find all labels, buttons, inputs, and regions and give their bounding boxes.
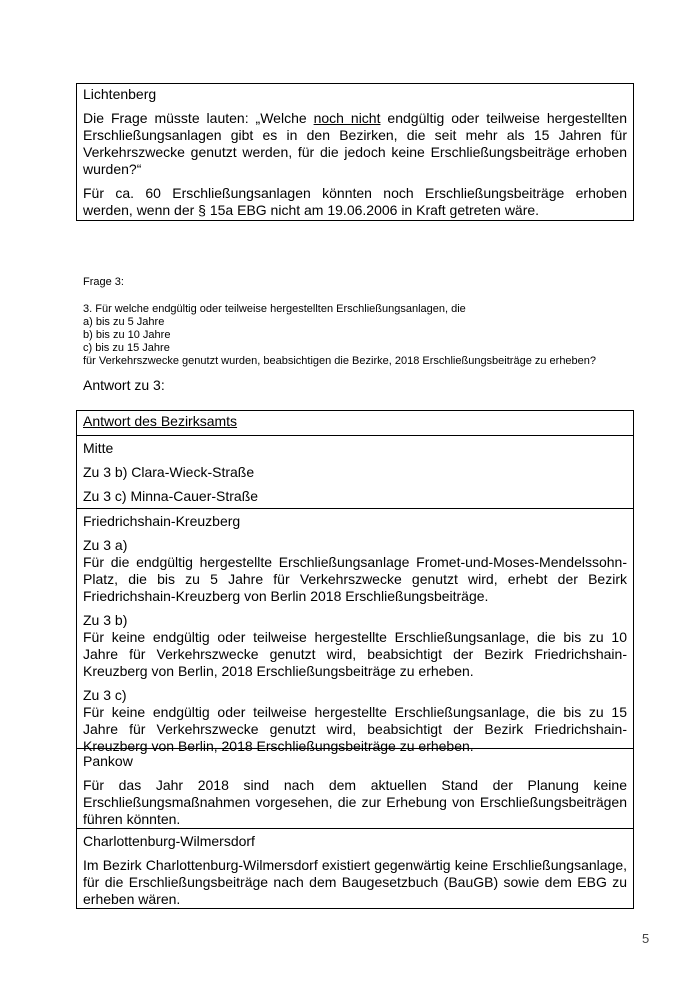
lichtenberg-paragraph-2: Für ca. 60 Erschließungsanlagen könnten noch Erschließungsbeiträge erhoben werden, wenn der § 15a EBG nicht am 19.06.2006 in Kraft getreten wäre. xyxy=(83,185,627,218)
row-friedrichshain-kreuzberg xyxy=(77,508,633,754)
row-pankow xyxy=(77,748,633,828)
fk-3a-text: Für die endgültig hergestellte Erschließungsanlage Fromet-und-Moses-Mendelssohn-Platz, die bis zu 5 Jahre für Verkehrszwecke genutzt wird, erhebt der Bezirk Friedrichshain-Kreuzberg von Berlin 2018 Erschließungsbeiträge. xyxy=(83,554,627,604)
fk-3b-text: Für keine endgültig oder teilweise hergestellte Erschließungsanlage, die bis zu 10 Jahre für Verkehrszwecke genutzt wird, beabsichtigt der Bezirk Friedrichshain-Kreuzberg von Berlin, 2018 Erschließungsbeiträge zu erheben. xyxy=(83,629,627,679)
frage-line-5: für Verkehrszwecke genutzt wurden, beabsichtigen die Bezirke, 2018 Erschließungsbeiträge zu erheben? xyxy=(83,355,597,367)
mitte-3c: Zu 3 c) Minna-Cauer-Straße xyxy=(83,488,259,504)
answer-table xyxy=(76,410,634,909)
frage-label: Frage 3: xyxy=(83,276,124,288)
page-number: 5 xyxy=(642,931,650,946)
fk-3b-label: Zu 3 b) xyxy=(83,612,128,628)
cw-name: Charlottenburg-Wilmersdorf xyxy=(83,833,255,849)
fk-3a-label: Zu 3 a) xyxy=(83,537,128,553)
fk-name: Friedrichshain-Kreuzberg xyxy=(83,513,241,529)
lichtenberg-paragraph-1 xyxy=(83,110,627,178)
frage-line-1: 3. Für welche endgültig oder teilweise hergestellten Erschließungsanlagen, die xyxy=(83,303,466,315)
frage-line-3: b) bis zu 10 Jahre xyxy=(83,329,171,341)
fk-3c-text: Für keine endgültig oder teilweise hergestellte Erschließungsanlage, die bis zu 15 Jahre für Verkehrszwecke genutzt wird, beabsichtigt der Bezirk Friedrichshain-Kreuzberg von Berlin, 2018 Erschließungsbeiträge zu erheben. xyxy=(83,704,627,754)
fk-3c-label: Zu 3 c) xyxy=(83,687,127,703)
antwort-label: Antwort zu 3: xyxy=(83,377,165,393)
mitte-3b: Zu 3 b) Clara-Wieck-Straße xyxy=(83,464,255,480)
row-charlottenburg-wilmersdorf xyxy=(77,828,633,908)
mitte-name: Mitte xyxy=(83,440,114,456)
table-header-row xyxy=(77,411,633,435)
table-header: Antwort des Bezirksamts xyxy=(83,413,238,429)
pankow-text: Für das Jahr 2018 sind nach dem aktuellen Stand der Planung keine Erschließungsmaßnahmen vorgesehen, die zur Erhebung von Erschließungsbeiträgen führen könnten. xyxy=(83,777,627,827)
lichtenberg-heading: Lichtenberg xyxy=(83,86,157,102)
p1-text-start: Die Frage müsste lauten: „Welche xyxy=(83,110,314,126)
p1-underlined: noch nicht xyxy=(313,110,381,126)
cw-text: Im Bezirk Charlottenburg-Wilmersdorf existiert gegenwärtig keine Erschließungsanlage, für die Erschließungsbeiträge nach dem Baugesetzbuch (BauGB) sowie dem EBG zu erheben wären. xyxy=(83,857,627,907)
p1-text-end: endgültig oder teilweise hergestellten Erschließungsanlagen gibt es in den Bezirken, die seit mehr als 15 Jahren für Verkehrszwecke genutzt werden, für die jedoch keine Erschließungsbeiträge erhoben wurden?“ xyxy=(83,110,627,177)
row-mitte xyxy=(77,435,633,508)
pankow-name: Pankow xyxy=(83,753,133,769)
frage-line-2: a) bis zu 5 Jahre xyxy=(83,316,165,328)
frage-line-4: c) bis zu 15 Jahre xyxy=(83,342,170,354)
lichtenberg-box xyxy=(76,83,634,221)
